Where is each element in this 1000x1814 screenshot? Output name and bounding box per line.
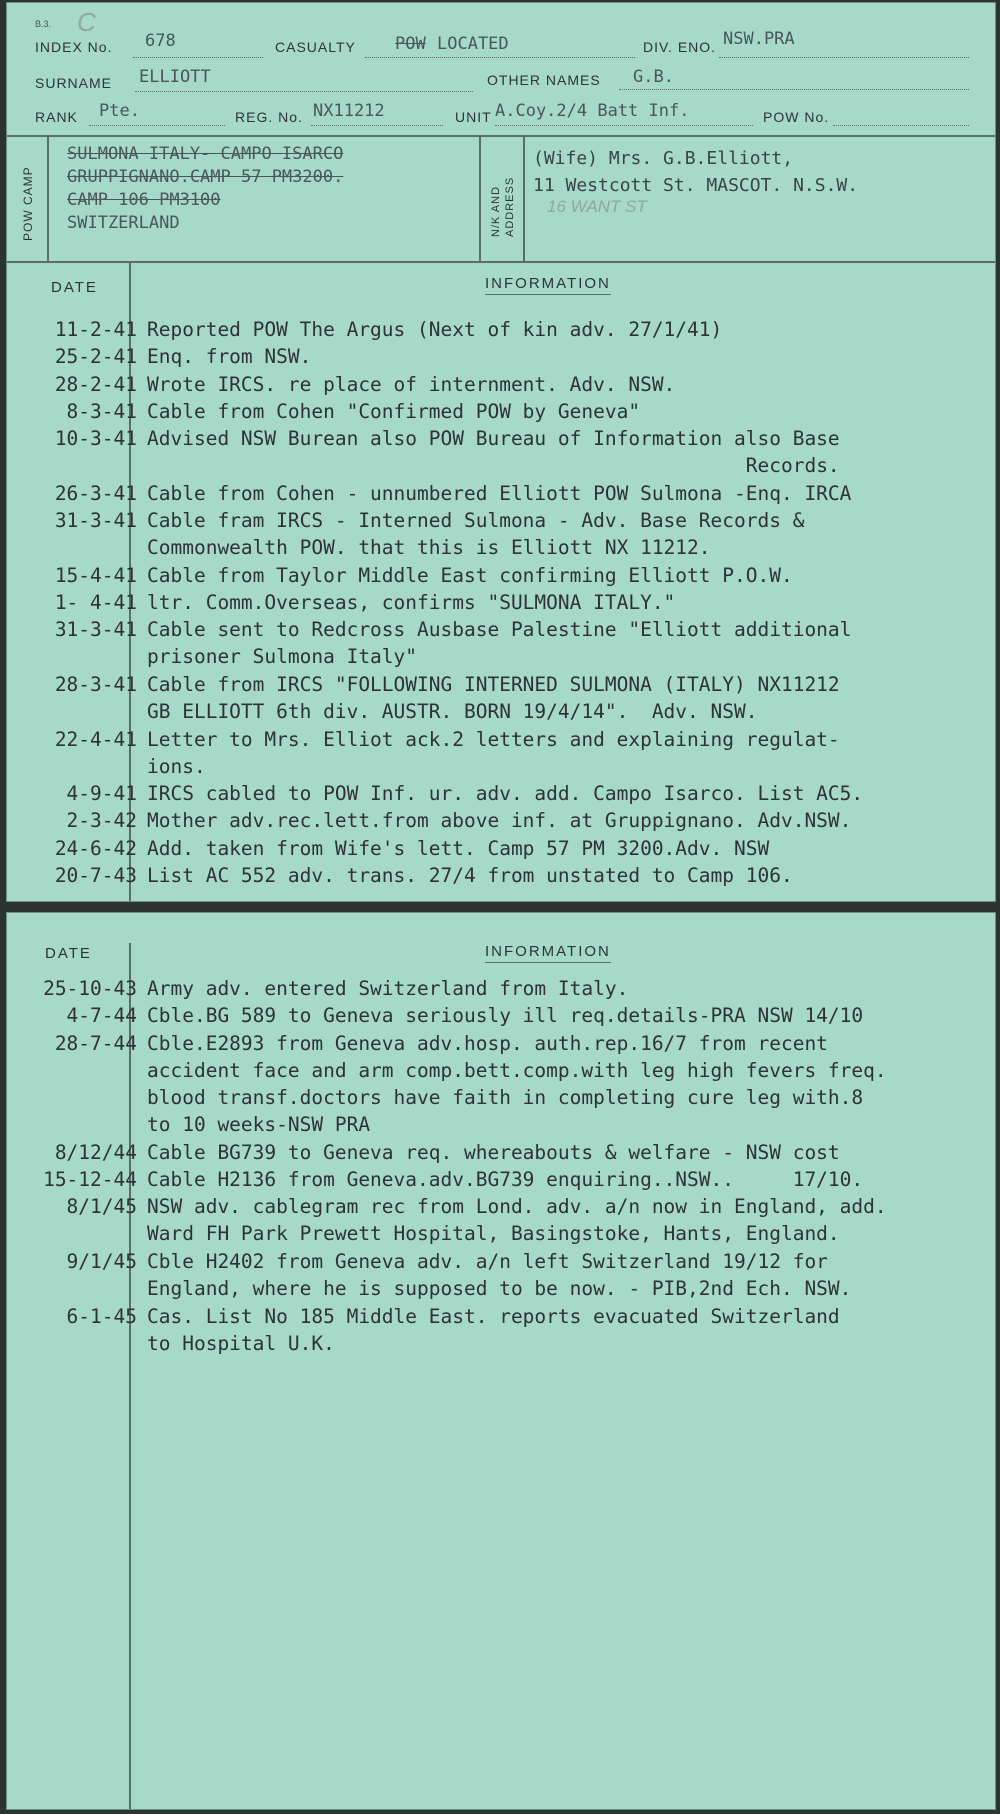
- entry-text: [147, 780, 987, 807]
- entry-text: [147, 371, 987, 398]
- entry-date: 20-7-43: [54, 864, 137, 887]
- pow-camp-list: [67, 143, 343, 235]
- entry-line: Ward FH Park Prewett Hospital, Basingstoke, Hants, England.: [147, 1222, 840, 1246]
- entry-text: [147, 671, 987, 725]
- reg-value: NX11212: [313, 101, 385, 121]
- entry-text: [147, 480, 987, 507]
- entry-date: 25-2-41: [54, 345, 137, 369]
- entry-date: 26-3-41: [54, 481, 137, 505]
- entry-line: Army adv. entered Switzerland from Italy.: [147, 977, 629, 1000]
- entry-line: IRCS cabled to POW Inf. ur. adv. add. Campo Isarco. List AC5.: [147, 782, 864, 806]
- entry-line: Cble.E2893 from Geneva adv.hosp. auth.rep.16/7 from recent: [147, 1031, 828, 1055]
- entry-line: Add. taken from Wife's lett. Camp 57 PM 3200.Adv. NSW: [147, 836, 770, 860]
- entry-date: 11-2-41: [54, 318, 137, 341]
- entry-text: [147, 835, 987, 862]
- unit-label: UNIT: [455, 109, 492, 125]
- index-value: 678: [145, 31, 176, 51]
- entry-text: [147, 562, 987, 589]
- entry-line: ltr. Comm.Overseas, confirms "SULMONA ITALY.": [147, 591, 676, 614]
- entry-date: 31-3-41: [54, 509, 137, 533]
- casualty-label: CASUALTY: [275, 39, 356, 55]
- entry-date: 31-3-41: [54, 618, 137, 642]
- information-column-header: INFORMATION: [485, 275, 611, 295]
- record-card-1: [6, 2, 996, 902]
- pow-camp-line: SULMONA ITALY- CAMPO ISARCO: [67, 144, 344, 164]
- entry-line: Enq. from NSW.: [147, 345, 312, 369]
- entry-line: NSW adv. cablegram rec from Lond. adv. a/n now in England, add.: [147, 1195, 887, 1219]
- pow-camp-line: GRUPPIGNANO.CAMP 57 PM3200.: [67, 167, 344, 187]
- entry-line: accident face and arm comp.bett.comp.with leg high fevers freq.: [147, 1058, 887, 1082]
- entry-text: [147, 425, 987, 479]
- nk-address-line: (Wife) Mrs. G.B.Elliott,: [533, 148, 794, 169]
- entry-line: Advised NSW Burean also POW Bureau of Information also Base: [147, 427, 840, 451]
- entry-date: 2-3-42: [66, 809, 137, 833]
- entry-date: 25-10-43: [43, 977, 137, 1000]
- entry-line: Cable sent to Redcross Ausbase Palestine "Elliott additional: [147, 618, 852, 642]
- entry-date: 4-9-41: [66, 782, 137, 806]
- form-code: B.3.: [35, 19, 52, 29]
- entry-text: [147, 1248, 987, 1302]
- pow-no-label: POW No.: [763, 109, 830, 125]
- entry-line: Cble.BG 589 to Geneva seriously ill req.details-PRA NSW 14/10: [147, 1004, 864, 1028]
- other-names-label: OTHER NAMES: [487, 72, 601, 88]
- rank-value: Pte.: [99, 101, 140, 121]
- entry-line: Cable from Cohen - unnumbered Elliott POW Sulmona -Enq. IRCA: [147, 481, 852, 505]
- entry-line: Cable from IRCS "FOLLOWING INTERNED SULMONA (ITALY) NX11212: [147, 672, 840, 696]
- entry-text: [147, 398, 987, 425]
- entry-date: 15-4-41: [54, 563, 137, 587]
- nk-address-line: 11 Westcott St. MASCOT. N.S.W.: [533, 175, 859, 196]
- entry-line: Cable from Taylor Middle East confirming Elliott P.O.W.: [147, 563, 793, 587]
- entry-date: 24-6-42: [54, 836, 137, 860]
- date-column-header: DATE: [51, 279, 98, 296]
- entry-date: 22-4-41: [54, 727, 137, 751]
- pow-camp-line: CAMP 106 PM3100: [67, 190, 221, 210]
- entry-date: 8/1/45: [66, 1195, 137, 1219]
- entry-line: GB ELLIOTT 6th div. AUSTR. BORN 19/4/14". Adv. NSW.: [147, 699, 758, 723]
- entry-text: [147, 1166, 987, 1193]
- entry-line: England, where he is supposed to be now. - PIB,2nd Ech. NSW.: [147, 1277, 852, 1300]
- nk-pencil-note: 16 WANT ST: [547, 197, 647, 216]
- entry-line: Reported POW The Argus (Next of kin adv. 27/1/41): [147, 318, 723, 341]
- entry-line: to Hospital U.K.: [147, 1331, 335, 1355]
- entry-text: [147, 862, 987, 889]
- entry-line: Cable BG739 to Geneva req. whereabouts & welfare - NSW cost: [147, 1140, 840, 1164]
- entry-line: Cble H2402 from Geneva adv. a/n left Switzerland 19/12 for: [147, 1250, 828, 1273]
- entry-text: [147, 616, 987, 670]
- entry-text: [147, 1193, 987, 1247]
- entry-date: 8-3-41: [66, 399, 137, 423]
- index-mark: C: [77, 7, 96, 37]
- entry-date: 15-12-44: [43, 1168, 137, 1192]
- entry-line: blood transf.doctors have faith in completing cure leg with.8: [147, 1085, 864, 1109]
- entry-date: 8/12/44: [54, 1140, 137, 1164]
- entry-line: Commonwealth POW. that this is Elliott NX 11212.: [147, 536, 711, 560]
- entry-line: prisoner Sulmona Italy": [147, 645, 418, 669]
- entry-line: Wrote IRCS. re place of internment. Adv. NSW.: [147, 372, 676, 396]
- surname-label: SURNAME: [35, 75, 113, 91]
- entry-text: [147, 1030, 987, 1138]
- entry-text: [147, 1002, 987, 1029]
- casualty-struck: POW: [395, 34, 426, 54]
- entry-text: [147, 507, 987, 561]
- entry-line: Cas. List No 185 Middle East. reports evacuated Switzerland: [147, 1304, 840, 1328]
- entry-line: Cable H2136 from Geneva.adv.BG739 enquiring..NSW.. 17/10.: [147, 1168, 864, 1192]
- entry-text: [147, 975, 987, 1002]
- entry-date: 6-1-45: [66, 1304, 137, 1328]
- entry-text: [147, 1139, 987, 1166]
- div-label: DIV. ENO.: [643, 39, 717, 55]
- entry-date: 28-3-41: [54, 672, 137, 696]
- entry-text: [147, 1303, 987, 1357]
- surname-value: ELLIOTT: [139, 67, 211, 87]
- entry-date: 1- 4-41: [54, 591, 137, 614]
- record-card-2: [6, 912, 996, 1810]
- entry-line: to 10 weeks-NSW PRA: [147, 1112, 371, 1136]
- other-names-value: G.B.: [633, 67, 674, 87]
- date-column-header: DATE: [45, 945, 92, 962]
- reg-label: REG. No.: [235, 109, 303, 125]
- entry-date: 10-3-41: [54, 427, 137, 451]
- pow-camp-line: SWITZERLAND: [67, 213, 180, 233]
- div-value: NSW.PRA: [723, 29, 795, 49]
- pow-camp-label: POW CAMP: [21, 166, 35, 241]
- nk-address-label: N/K AND ADDRESS: [490, 176, 516, 237]
- entry-date: 28-2-41: [54, 372, 137, 396]
- rank-label: RANK: [35, 109, 78, 125]
- index-label: INDEX No.: [35, 39, 113, 55]
- entry-line: ions.: [147, 754, 206, 778]
- entry-line: List AC 552 adv. trans. 27/4 from unstated to Camp 106.: [147, 864, 793, 887]
- entry-text: [147, 807, 987, 834]
- entry-line: Records.: [147, 454, 840, 478]
- entry-line: Cable from Cohen "Confirmed POW by Geneva": [147, 399, 641, 423]
- unit-value: A.Coy.2/4 Batt Inf.: [495, 101, 690, 121]
- casualty-value: LOCATED: [437, 34, 509, 54]
- entry-line: Letter to Mrs. Elliot ack.2 letters and explaining regulat-: [147, 727, 840, 751]
- entry-line: Cable fram IRCS - Interned Sulmona - Adv. Base Records &: [147, 509, 805, 533]
- entry-text: [147, 726, 987, 780]
- entry-date: 28-7-44: [54, 1031, 137, 1055]
- entry-line: Mother adv.rec.lett.from above inf. at Gruppignano. Adv.NSW.: [147, 809, 852, 833]
- information-column-header: INFORMATION: [485, 943, 611, 963]
- entry-text: [147, 316, 987, 343]
- entry-text: [147, 589, 987, 616]
- nk-address: [533, 145, 858, 199]
- entry-date: 9/1/45: [66, 1250, 137, 1273]
- entry-date: 4-7-44: [66, 1004, 137, 1028]
- entry-text: [147, 343, 987, 370]
